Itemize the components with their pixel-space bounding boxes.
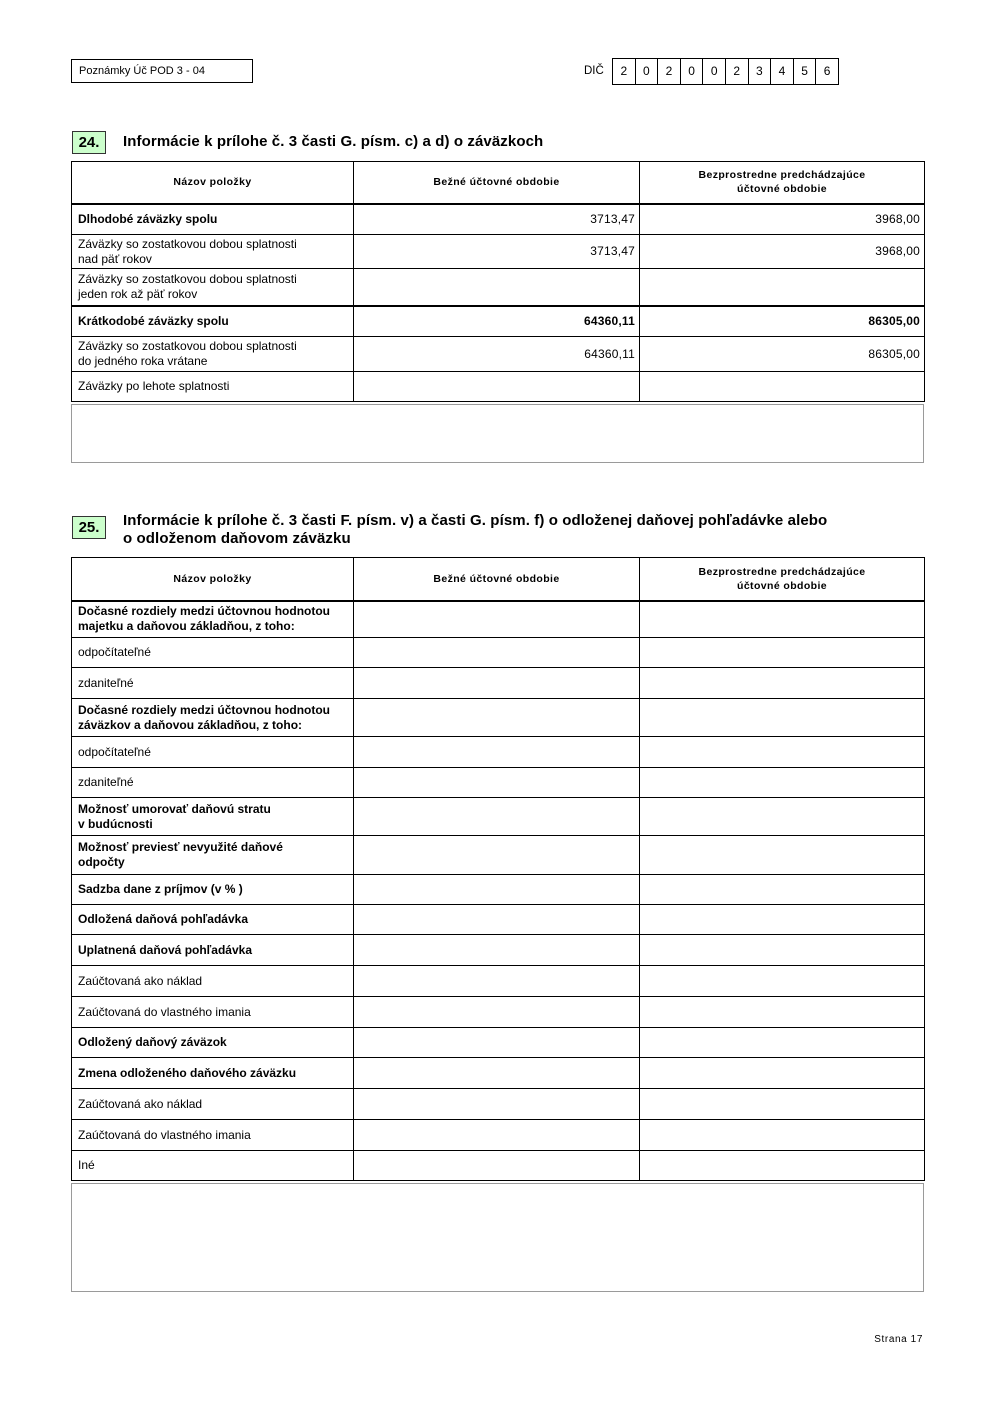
- previous-period-value[interactable]: [640, 699, 925, 737]
- previous-period-value[interactable]: 86305,00: [640, 337, 925, 372]
- previous-period-value[interactable]: 86305,00: [640, 306, 925, 337]
- section-title: Informácie k prílohe č. 3 časti G. písm. c) a d) o záväzkoch: [123, 133, 544, 150]
- row-label: Odložený daňový záväzok: [72, 1028, 354, 1058]
- table-row: [72, 997, 925, 1028]
- row-label: Dlhodobé záväzky spolu: [72, 204, 354, 235]
- row-label: Krátkodobé záväzky spolu: [72, 306, 354, 337]
- previous-period-value[interactable]: [640, 1120, 925, 1151]
- current-period-value[interactable]: [354, 997, 640, 1028]
- deferred-tax-table: [71, 557, 925, 1181]
- column-header-current-period: Bežné účtovné obdobie: [354, 162, 640, 204]
- row-label: Zmena odloženého daňového záväzku: [72, 1058, 354, 1089]
- notes-box[interactable]: [71, 1183, 924, 1292]
- table-row: [72, 935, 925, 966]
- current-period-value[interactable]: [354, 601, 640, 638]
- table-header-row: [72, 162, 925, 204]
- table-row: [72, 1120, 925, 1151]
- current-period-value[interactable]: [354, 737, 640, 768]
- current-period-value[interactable]: [354, 905, 640, 935]
- table-header-row: [72, 558, 925, 601]
- table-row: [72, 601, 925, 638]
- previous-period-value[interactable]: [640, 997, 925, 1028]
- previous-period-value[interactable]: [640, 935, 925, 966]
- dic-digit[interactable]: 0: [635, 59, 658, 84]
- current-period-value[interactable]: [354, 798, 640, 836]
- previous-period-value[interactable]: [640, 638, 925, 668]
- current-period-value[interactable]: [354, 768, 640, 798]
- current-period-value[interactable]: [354, 836, 640, 875]
- previous-period-value[interactable]: [640, 1058, 925, 1089]
- row-label: Iné: [72, 1151, 354, 1181]
- column-header-item-name: Názov položky: [72, 162, 354, 204]
- table-row: [72, 1089, 925, 1120]
- row-label: Dočasné rozdiely medzi účtovnou hodnotou záväzkov a daňovou základňou, z toho:: [72, 699, 354, 737]
- row-label: Odložená daňová pohľadávka: [72, 905, 354, 935]
- previous-period-value[interactable]: [640, 1089, 925, 1120]
- current-period-value[interactable]: 64360,11: [354, 337, 640, 372]
- column-header-previous-period: Bezprostredne predchádzajúce účtovné obdobie: [640, 162, 925, 204]
- previous-period-value[interactable]: [640, 768, 925, 798]
- table-row: [72, 966, 925, 997]
- dic-label: DIČ: [584, 65, 604, 77]
- current-period-value[interactable]: [354, 699, 640, 737]
- table-row: [72, 1058, 925, 1089]
- column-header-previous-period: Bezprostredne predchádzajúce účtovné obdobie: [640, 558, 925, 601]
- row-label: Dočasné rozdiely medzi účtovnou hodnotou majetku a daňovou základňou, z toho:: [72, 601, 354, 638]
- row-label: Záväzky so zostatkovou dobou splatnosti nad päť rokov: [72, 235, 354, 269]
- table-row: [72, 905, 925, 935]
- table-row: [72, 699, 925, 737]
- column-header-item-name: Názov položky: [72, 558, 354, 601]
- table-row: [72, 768, 925, 798]
- current-period-value[interactable]: [354, 638, 640, 668]
- dic-digit[interactable]: 6: [815, 59, 838, 84]
- dic-field: [612, 58, 839, 85]
- current-period-value[interactable]: [354, 935, 640, 966]
- table-row: [72, 235, 925, 269]
- current-period-value[interactable]: 3713,47: [354, 204, 640, 235]
- previous-period-value[interactable]: [640, 668, 925, 699]
- table-row: [72, 668, 925, 699]
- current-period-value[interactable]: [354, 1028, 640, 1058]
- table-row: [72, 638, 925, 668]
- row-label: Uplatnená daňová pohľadávka: [72, 935, 354, 966]
- current-period-value[interactable]: [354, 668, 640, 699]
- row-label: Záväzky po lehote splatnosti: [72, 372, 354, 402]
- previous-period-value[interactable]: [640, 905, 925, 935]
- row-label: odpočítateľné: [72, 638, 354, 668]
- row-label: odpočítateľné: [72, 737, 354, 768]
- previous-period-value[interactable]: [640, 737, 925, 768]
- previous-period-value[interactable]: [640, 875, 925, 905]
- previous-period-value[interactable]: 3968,00: [640, 235, 925, 269]
- dic-digit[interactable]: 2: [657, 59, 680, 84]
- row-label: Zaúčtovaná do vlastného imania: [72, 1120, 354, 1151]
- row-label: zdaniteľné: [72, 668, 354, 699]
- previous-period-value[interactable]: [640, 372, 925, 402]
- current-period-value[interactable]: [354, 1120, 640, 1151]
- row-label: Zaúčtovaná ako náklad: [72, 1089, 354, 1120]
- table-row: [72, 337, 925, 372]
- table-row: [72, 836, 925, 875]
- section-number-badge: 25.: [72, 516, 106, 539]
- form-code-box: Poznámky Úč POD 3 - 04: [71, 59, 253, 83]
- row-label: Záväzky so zostatkovou dobou splatnosti jeden rok až päť rokov: [72, 269, 354, 306]
- table-row: [72, 372, 925, 402]
- row-label: Zaúčtovaná do vlastného imania: [72, 997, 354, 1028]
- table-row: [72, 875, 925, 905]
- previous-period-value[interactable]: [640, 1151, 925, 1181]
- dic-digit[interactable]: 2: [620, 64, 628, 78]
- dic-digit[interactable]: 3: [748, 59, 771, 84]
- section-number-badge: 24.: [72, 131, 106, 154]
- notes-box[interactable]: [71, 404, 924, 463]
- table-row: [72, 306, 925, 337]
- liabilities-table: [71, 161, 925, 402]
- row-label: Záväzky so zostatkovou dobou splatnosti do jedného roka vrátane: [72, 337, 354, 372]
- previous-period-value[interactable]: [640, 1028, 925, 1058]
- row-label: Zaúčtovaná ako náklad: [72, 966, 354, 997]
- current-period-value[interactable]: [354, 1151, 640, 1181]
- dic-digit[interactable]: 2: [725, 59, 748, 84]
- table-row: [72, 1151, 925, 1181]
- current-period-value[interactable]: [354, 966, 640, 997]
- table-row: [72, 798, 925, 836]
- dic-digit[interactable]: 5: [793, 59, 816, 84]
- dic-digit[interactable]: 0: [680, 59, 703, 84]
- previous-period-value[interactable]: [640, 601, 925, 638]
- table-row: [72, 737, 925, 768]
- current-period-value[interactable]: 3713,47: [354, 235, 640, 269]
- current-period-value[interactable]: [354, 269, 640, 306]
- previous-period-value[interactable]: 3968,00: [640, 204, 925, 235]
- previous-period-value[interactable]: [640, 836, 925, 875]
- section-title: Informácie k prílohe č. 3 časti F. písm. v) a časti G. písm. f) o odloženej daňovej pohľadávke alebo o odloženom daňovom záväzku: [123, 512, 828, 547]
- row-label: Možnosť previesť nevyužité daňové odpočty: [72, 836, 354, 875]
- dic-digit[interactable]: 4: [770, 59, 793, 84]
- previous-period-value[interactable]: [640, 798, 925, 836]
- column-header-current-period: Bežné účtovné obdobie: [354, 558, 640, 601]
- row-label: Možnosť umorovať daňovú stratu v budúcnosti: [72, 798, 354, 836]
- current-period-value[interactable]: [354, 372, 640, 402]
- current-period-value[interactable]: 64360,11: [354, 306, 640, 337]
- previous-period-value[interactable]: [640, 966, 925, 997]
- current-period-value[interactable]: [354, 875, 640, 905]
- previous-period-value[interactable]: [640, 269, 925, 306]
- current-period-value[interactable]: [354, 1058, 640, 1089]
- dic-digit[interactable]: 0: [702, 59, 725, 84]
- current-period-value[interactable]: [354, 1089, 640, 1120]
- row-label: Sadzba dane z príjmov (v % ): [72, 875, 354, 905]
- table-row: [72, 269, 925, 306]
- page-number: Strana 17: [874, 1334, 923, 1345]
- row-label: zdaniteľné: [72, 768, 354, 798]
- table-row: [72, 1028, 925, 1058]
- table-row: [72, 204, 925, 235]
